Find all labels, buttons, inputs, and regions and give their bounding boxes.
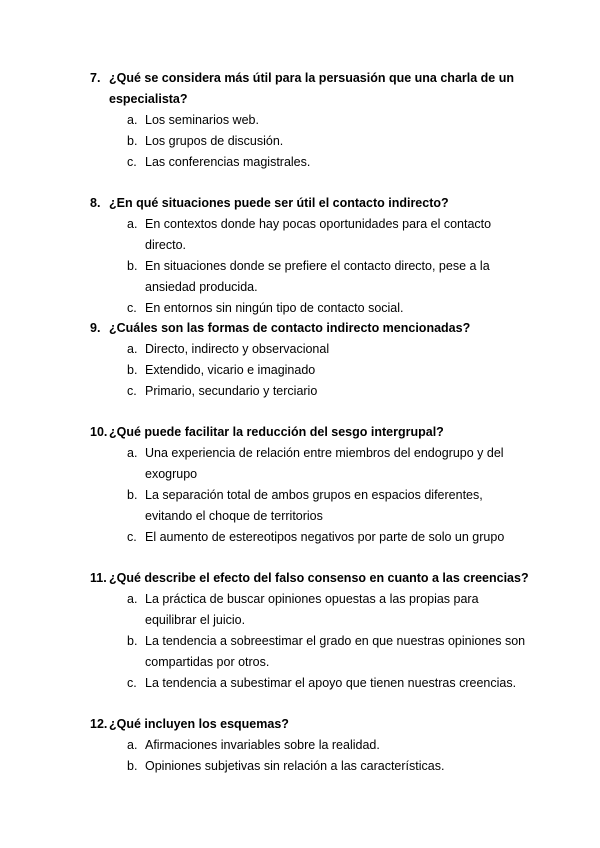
option-letter: c. xyxy=(127,676,137,690)
question-10 xyxy=(90,422,530,548)
option-item xyxy=(127,485,530,527)
option-item xyxy=(127,756,530,777)
option-text: La práctica de buscar opiniones opuestas a las propias para equilibrar el juicio. xyxy=(145,592,479,627)
option-letter: c. xyxy=(127,155,137,169)
question-9 xyxy=(90,318,530,402)
option-text: La tendencia a sobreestimar el grado en que nuestras opiniones son compartidas por otros. xyxy=(145,634,526,669)
option-item xyxy=(127,152,530,173)
option-item xyxy=(127,360,530,381)
option-text: Extendido, vicario e imaginado xyxy=(145,363,316,377)
option-list xyxy=(127,735,530,777)
option-text: En situaciones donde se prefiere el contacto directo, pese a la ansiedad producida. xyxy=(145,259,490,294)
option-text: La separación total de ambos grupos en espacios diferentes, evitando el choque de territorios xyxy=(145,488,483,523)
option-item xyxy=(127,110,530,131)
option-letter: b. xyxy=(127,134,138,148)
option-item xyxy=(127,443,530,485)
option-text: El aumento de estereotipos negativos por parte de solo un grupo xyxy=(145,530,505,544)
option-text: Una experiencia de relación entre miembros del endogrupo y del exogrupo xyxy=(145,446,504,481)
option-letter: b. xyxy=(127,488,138,502)
option-text: Directo, indirecto y observacional xyxy=(145,342,330,356)
question-text: ¿Qué se considera más útil para la persuasión que una charla de un especialista? xyxy=(109,71,514,106)
option-text: Afirmaciones invariables sobre la realidad. xyxy=(145,738,380,752)
question-text: ¿Cuáles son las formas de contacto indirecto mencionadas? xyxy=(109,321,471,335)
option-item xyxy=(127,131,530,152)
question-text: ¿En qué situaciones puede ser útil el contacto indirecto? xyxy=(109,196,449,210)
question-number: 10. xyxy=(90,425,108,439)
question-number: 9. xyxy=(90,321,101,335)
option-letter: c. xyxy=(127,384,137,398)
question-number: 7. xyxy=(90,71,101,85)
option-letter: a. xyxy=(127,738,138,752)
option-list xyxy=(127,589,530,694)
option-item xyxy=(127,298,530,319)
question-heading xyxy=(90,193,530,214)
option-letter: b. xyxy=(127,363,138,377)
option-text: Opiniones subjetivas sin relación a las características. xyxy=(145,759,445,773)
option-list xyxy=(127,110,530,173)
question-text: ¿Qué puede facilitar la reducción del sesgo intergrupal? xyxy=(109,425,444,439)
question-heading xyxy=(90,68,530,110)
option-text: Los grupos de discusión. xyxy=(145,134,284,148)
option-text: Primario, secundario y terciario xyxy=(145,384,318,398)
question-heading xyxy=(90,422,530,443)
option-item xyxy=(127,214,530,256)
option-letter: a. xyxy=(127,446,138,460)
option-letter: a. xyxy=(127,342,138,356)
option-item xyxy=(127,381,530,402)
option-item xyxy=(127,735,530,756)
question-8 xyxy=(90,193,530,319)
option-letter: b. xyxy=(127,634,138,648)
question-text: ¿Qué describe el efecto del falso consenso en cuanto a las creencias? xyxy=(109,571,529,585)
question-heading xyxy=(90,318,530,339)
option-letter: a. xyxy=(127,113,138,127)
question-7 xyxy=(90,68,530,173)
option-letter: a. xyxy=(127,217,138,231)
option-list xyxy=(127,214,530,319)
option-item xyxy=(127,339,530,360)
question-heading xyxy=(90,714,530,735)
option-item xyxy=(127,589,530,631)
option-letter: b. xyxy=(127,759,138,773)
question-number: 11. xyxy=(90,571,107,585)
option-letter: c. xyxy=(127,530,137,544)
question-number: 12. xyxy=(90,717,108,731)
option-text: La tendencia a subestimar el apoyo que tienen nuestras creencias. xyxy=(145,676,517,690)
option-letter: a. xyxy=(127,592,138,606)
option-item xyxy=(127,631,530,673)
question-heading xyxy=(90,568,530,589)
option-text: En contextos donde hay pocas oportunidades para el contacto directo. xyxy=(145,217,492,252)
option-text: En entornos sin ningún tipo de contacto social. xyxy=(145,301,404,315)
option-item xyxy=(127,256,530,298)
option-text: Las conferencias magistrales. xyxy=(145,155,311,169)
question-12 xyxy=(90,714,530,777)
question-text: ¿Qué incluyen los esquemas? xyxy=(109,717,289,731)
option-item xyxy=(127,527,530,548)
option-list xyxy=(127,443,530,548)
question-11 xyxy=(90,568,530,694)
option-letter: b. xyxy=(127,259,138,273)
option-list xyxy=(127,339,530,402)
question-number: 8. xyxy=(90,196,101,210)
option-letter: c. xyxy=(127,301,137,315)
option-text: Los seminarios web. xyxy=(145,113,259,127)
option-item xyxy=(127,673,530,694)
